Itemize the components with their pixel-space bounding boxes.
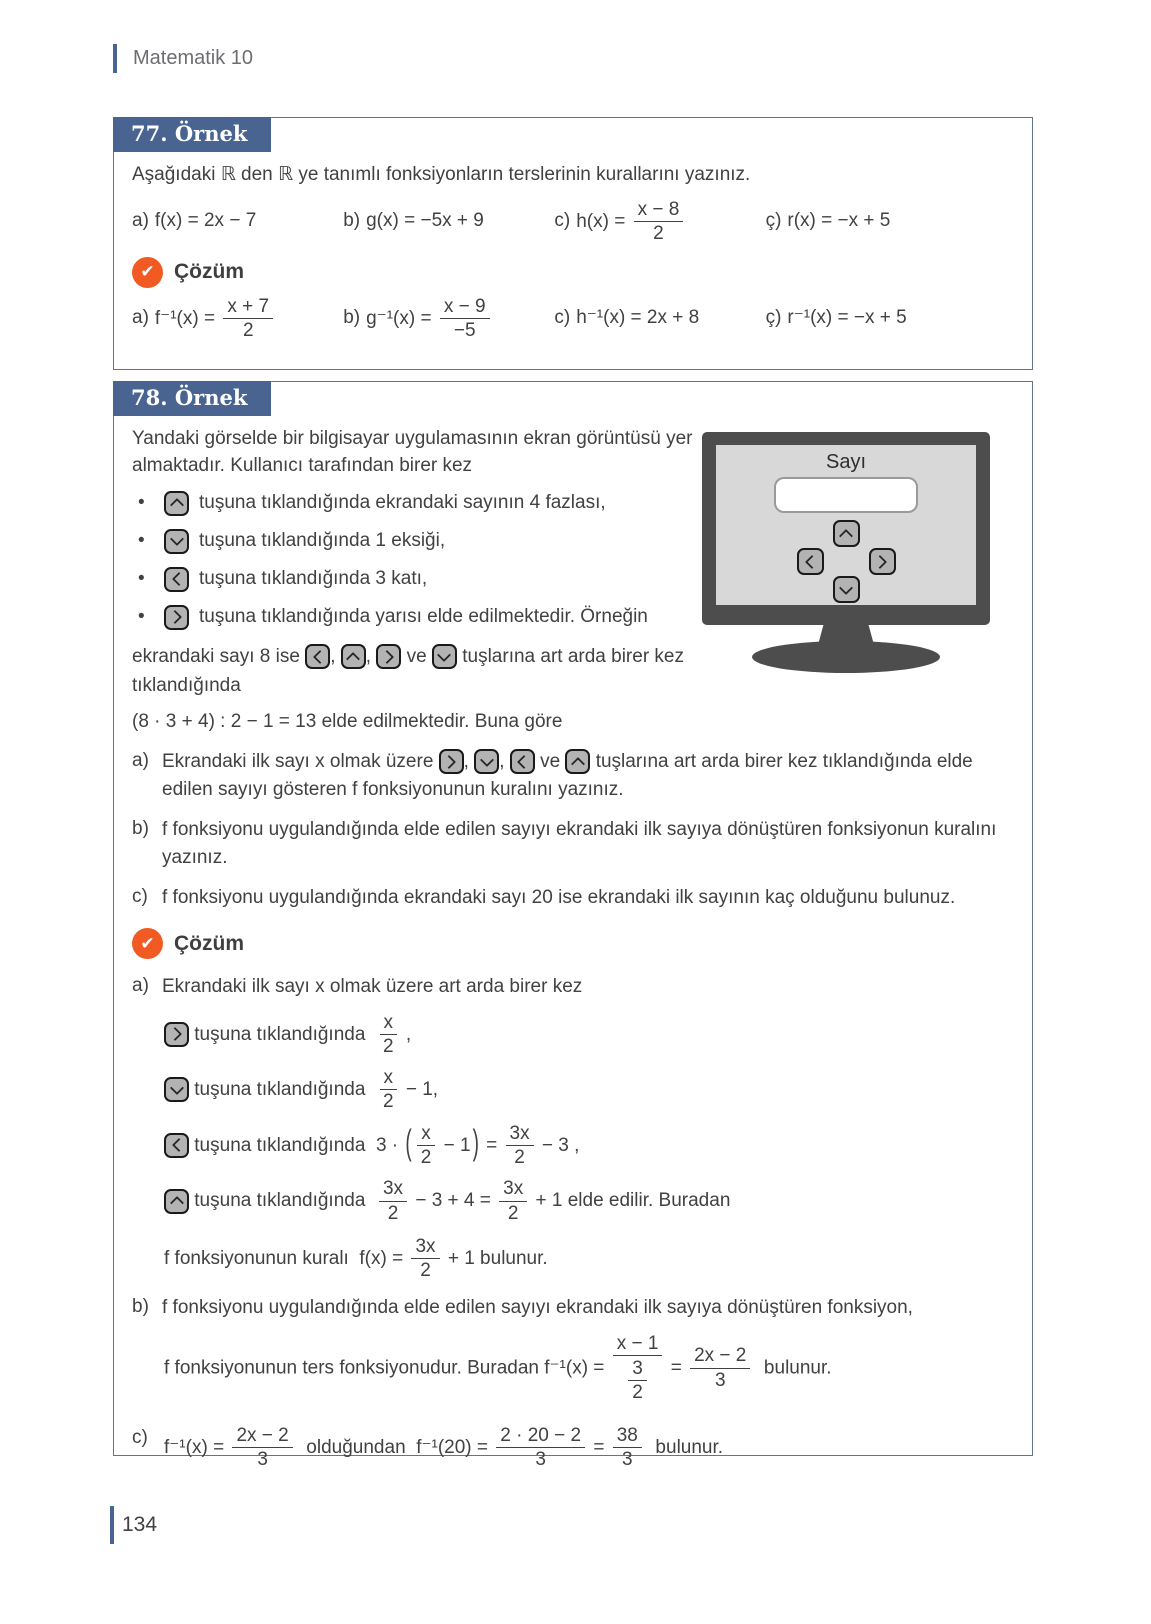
equation xyxy=(787,305,906,332)
function-item xyxy=(132,208,343,235)
example-78-intro: Yandaki görselde bir bilgisayar uygulamasının ekran görüntüsü yer almaktadır. Kullanıcı tarafından birer kez xyxy=(132,428,693,476)
fraction: $\frac{x - 9}{-5}$ xyxy=(440,296,490,342)
monitor-screen xyxy=(716,445,976,605)
solution-step xyxy=(164,1067,1012,1113)
solution-equation xyxy=(164,1425,1012,1471)
equation-text: + 1 elde edilir. Buradan xyxy=(530,1190,731,1212)
solution-heading xyxy=(132,928,1012,959)
bullet-dot: • xyxy=(138,605,145,627)
equation-text: f⁻¹(x) = xyxy=(164,1436,230,1458)
worked-example-line xyxy=(132,642,724,701)
fraction: $\frac{3x}{2}$ xyxy=(411,1236,439,1282)
equation xyxy=(366,208,484,235)
question-text xyxy=(162,884,1012,913)
fraction: $\frac{x}{2}$ xyxy=(379,1012,398,1058)
equation-text: tuşuna tıklandığında xyxy=(189,1023,376,1045)
up-key-icon xyxy=(164,491,189,516)
equation xyxy=(787,208,890,235)
bullet-item xyxy=(138,528,738,555)
solution-a xyxy=(132,973,1012,1283)
item-label: b) xyxy=(343,306,361,328)
item-label: c) xyxy=(132,1426,148,1448)
right-key-icon xyxy=(164,1022,189,1047)
equation-text: − 1, xyxy=(400,1078,439,1100)
down-key-icon xyxy=(164,529,189,554)
equation-text: olduğundan f⁻¹(20) = xyxy=(295,1436,494,1458)
item-label: b) xyxy=(132,1296,149,1318)
solution-item xyxy=(343,296,554,342)
equation xyxy=(155,208,256,235)
up-key-icon xyxy=(164,1189,189,1214)
equation-text: ekrandaki sayı 8 ise xyxy=(132,645,306,667)
equation-text: , xyxy=(463,750,475,772)
equation-text: , xyxy=(330,645,341,667)
bullet-text: tuşuna tıklandığında 3 katı, xyxy=(199,567,428,589)
solution-item xyxy=(766,305,1012,332)
equation-text: tuşuna tıklandığında xyxy=(189,1078,376,1100)
down-key-icon xyxy=(474,749,499,774)
equation-text: g(x) = −5x + 9 xyxy=(366,210,484,232)
question-text xyxy=(162,816,1012,873)
example-77-prompt: Aşağıdaki ℝ den ℝ ye tanımlı fonksiyonların terslerinin kurallarını yazınız. xyxy=(132,164,751,185)
equation-text: + 1 bulunur. xyxy=(442,1247,548,1269)
solution-text: f fonksiyonu uygulandığında elde edilen sayıyı ekrandaki ilk sayıya dönüştüren fonksiyon, xyxy=(162,1297,913,1319)
equation xyxy=(155,296,276,342)
equation-text: − 1 xyxy=(438,1134,471,1156)
number-display-box xyxy=(774,477,918,513)
item-label: b) xyxy=(132,817,149,839)
page-header-title: Matematik 10 xyxy=(113,44,253,73)
solution-step xyxy=(164,1178,1012,1224)
function-item xyxy=(343,208,554,235)
solution-heading xyxy=(132,257,1012,288)
equation-text: f fonksiyonu uygulandığında elde edilen sayıyı ekrandaki ilk sayıya dönüştüren fonksiyonun kuralını yazınız. xyxy=(162,818,1002,869)
question-a xyxy=(132,748,1012,805)
page-number: 134 xyxy=(110,1506,157,1544)
left-key-icon xyxy=(164,1133,189,1158)
screen-number-label: Sayı xyxy=(825,451,867,473)
bullet-item xyxy=(138,604,738,631)
left-key-icon xyxy=(305,644,330,669)
function-item xyxy=(766,208,1012,235)
fraction: $\frac{x - 1}{\frac{3}{2}}$ xyxy=(613,1333,663,1404)
equation-text: r(x) = −x + 5 xyxy=(787,210,891,232)
example-78-tab: 78. Örnek xyxy=(113,381,271,416)
item-label: a) xyxy=(132,975,149,997)
fraction: $\frac{2x - 2}{3}$ xyxy=(232,1425,292,1471)
fraction: $\frac{3x}{2}$ xyxy=(499,1178,527,1224)
equation-text: f fonksiyonunun ters fonksiyonudur. Buradan f⁻¹(x) = xyxy=(164,1357,610,1379)
item-label: a) xyxy=(132,210,149,232)
right-key-icon xyxy=(439,749,464,774)
fraction: $\frac{x + 7}{2}$ xyxy=(223,296,273,342)
fraction: $\frac{2 \cdot 20 - 2}{3}$ xyxy=(496,1425,585,1471)
right-key-icon xyxy=(164,605,189,630)
equation-text: f(x) = 2x − 7 xyxy=(154,210,257,232)
fraction: $\frac{2x - 2}{3}$ xyxy=(690,1345,750,1391)
equation-text: tuşuna tıklandığında 3 · xyxy=(189,1134,404,1156)
item-label: c) xyxy=(554,210,571,232)
solution-equation xyxy=(164,1333,1012,1404)
item-label: ç) xyxy=(765,210,782,232)
equation-text: , xyxy=(400,1023,412,1045)
solution-b xyxy=(132,1294,1012,1413)
up-key-icon xyxy=(565,749,590,774)
solution-c xyxy=(132,1425,1012,1481)
bullet-text: tuşuna tıklandığında 1 eksiği, xyxy=(199,529,446,551)
calculation-line: (8 · 3 + 4) : 2 − 1 = 13 elde edilmektedir. Buna göre xyxy=(132,710,563,732)
function-item xyxy=(554,199,765,245)
equation-text: ve xyxy=(401,645,432,667)
solution-item xyxy=(132,296,343,342)
equation xyxy=(576,199,686,245)
example-77-box xyxy=(113,117,1033,370)
equation-text: , xyxy=(499,750,510,772)
question-b xyxy=(132,816,1012,873)
check-icon: ✔ xyxy=(132,257,163,288)
monitor-stand-neck xyxy=(815,624,877,656)
example-77-solutions-row xyxy=(132,296,1012,342)
fraction: $\frac{x - 8}{2}$ xyxy=(634,199,684,245)
solution-lead-text: Ekrandaki ilk sayı x olmak üzere art arda birer kez xyxy=(162,976,583,998)
item-label: c) xyxy=(132,885,148,907)
equation-text: ve xyxy=(534,750,566,772)
equation-text: tuşlarına art arda birer kez tıklandığında xyxy=(132,645,690,697)
bullet-dot: • xyxy=(138,491,145,513)
equation-text: r⁻¹(x) = −x + 5 xyxy=(787,306,907,328)
equation-text: h(x) = xyxy=(576,210,631,232)
equation-text: bulunur. xyxy=(644,1436,724,1458)
right-key-icon xyxy=(376,644,401,669)
arrow-keypad xyxy=(797,520,896,603)
equation-text: = xyxy=(588,1436,610,1458)
example-78-box xyxy=(113,381,1033,1470)
example-77-tab: 77. Örnek xyxy=(113,117,271,152)
example-77-functions-row xyxy=(132,199,1012,245)
left-key-icon xyxy=(164,567,189,592)
up-key-icon xyxy=(341,644,366,669)
down-key-icon xyxy=(432,644,457,669)
equation-text: tuşlarına art arda birer kez tıklandığında elde edilen sayıyı gösteren f fonksiyonunun kuralını yazınız. xyxy=(162,750,979,801)
bullet-text: tuşuna tıklandığında yarısı elde edilmektedir. Örneğin xyxy=(199,605,648,627)
solution-result xyxy=(164,1236,1012,1282)
computer-screen-illustration xyxy=(702,432,990,673)
equation-text: f fonksiyonu uygulandığında ekrandaki sayı 20 ise ekrandaki ilk sayının kaç olduğunu bulunuz. xyxy=(162,886,956,908)
equation-text: − 3 , xyxy=(536,1134,580,1156)
left-key-icon xyxy=(797,548,824,575)
equation-text: h⁻¹(x) = 2x + 8 xyxy=(576,306,700,328)
equation-text: f fonksiyonunun kuralı f(x) = xyxy=(164,1247,409,1269)
left-key-icon xyxy=(510,749,535,774)
equation-text: g⁻¹(x) = xyxy=(366,307,437,329)
check-icon: ✔ xyxy=(132,928,163,959)
fraction: $\frac{38}{3}$ xyxy=(613,1425,642,1471)
fraction: $\frac{3x}{2}$ xyxy=(379,1178,407,1224)
equation-text: Ekrandaki ilk sayı x olmak üzere xyxy=(162,750,439,772)
parenthesis: ) xyxy=(472,1124,479,1164)
parenthesis: ( xyxy=(405,1124,412,1164)
fraction: $\frac{3x}{2}$ xyxy=(506,1123,534,1169)
equation-text: − 3 + 4 = xyxy=(410,1190,497,1212)
bullet-text: tuşuna tıklandığında ekrandaki sayının 4 fazlası, xyxy=(199,491,606,513)
solution-step xyxy=(164,1123,1012,1169)
bullet-dot: • xyxy=(138,567,145,589)
equation-text: f⁻¹(x) = xyxy=(154,307,221,329)
fraction: $\frac{3}{2}$ xyxy=(628,1358,647,1404)
question-c xyxy=(132,884,1012,913)
monitor-frame xyxy=(702,432,990,625)
question-text xyxy=(162,748,1012,805)
solution-label: Çözüm xyxy=(174,260,244,284)
bullet-item xyxy=(138,566,738,593)
item-label: a) xyxy=(132,306,149,328)
fraction: $\frac{x}{2}$ xyxy=(379,1067,398,1113)
solution-item xyxy=(554,305,765,332)
equation xyxy=(366,296,492,342)
item-label: b) xyxy=(343,210,361,232)
equation-text: = xyxy=(480,1134,503,1156)
fraction: $\frac{x}{2}$ xyxy=(417,1123,436,1169)
equation-text: , xyxy=(365,645,377,667)
bullet-item xyxy=(138,490,738,517)
down-key-icon xyxy=(164,1077,189,1102)
solution-step xyxy=(164,1012,1012,1058)
right-key-icon xyxy=(869,548,896,575)
equation-text: = xyxy=(665,1357,688,1379)
equation xyxy=(576,305,699,332)
equation-text: bulunur. xyxy=(753,1357,832,1379)
solution-label: Çözüm xyxy=(174,931,244,955)
bullet-dot: • xyxy=(138,529,145,551)
item-label: a) xyxy=(132,749,149,771)
equation-text: tuşuna tıklandığında xyxy=(189,1190,376,1212)
down-key-icon xyxy=(833,576,860,603)
item-label: ç) xyxy=(765,306,782,328)
item-label: c) xyxy=(554,306,571,328)
up-key-icon xyxy=(833,520,860,547)
